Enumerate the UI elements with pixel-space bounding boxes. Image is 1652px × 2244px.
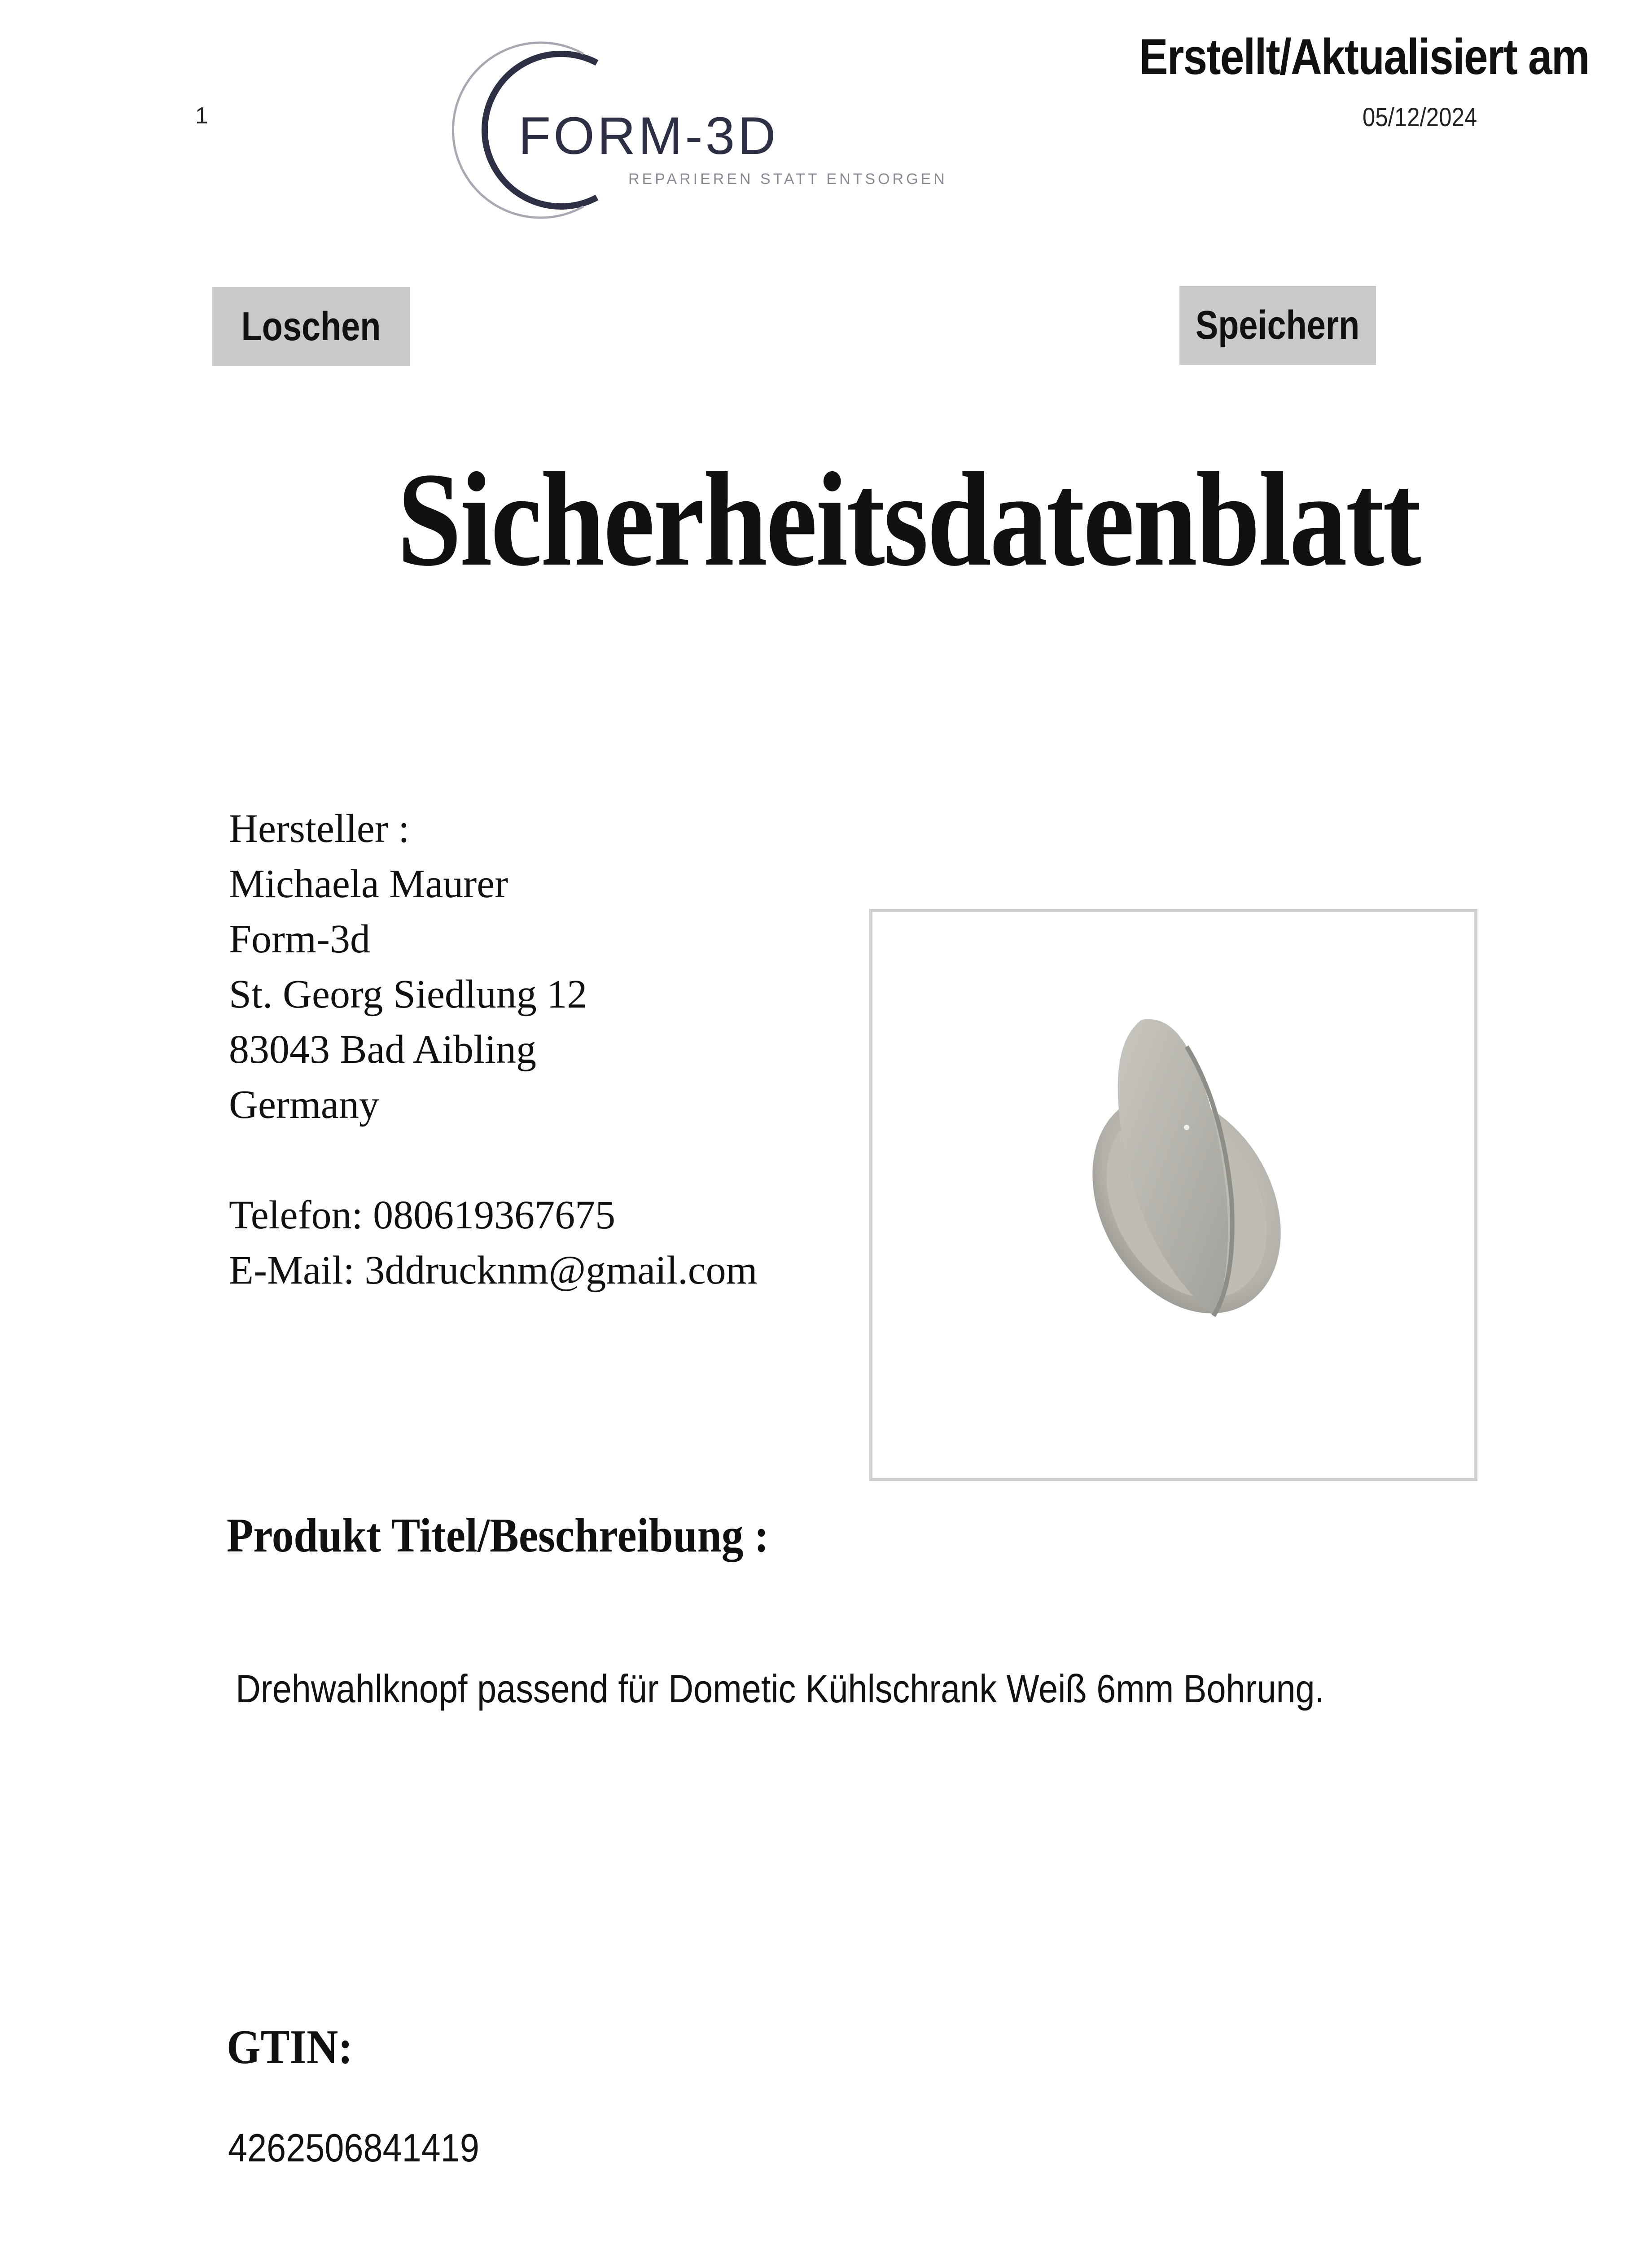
manufacturer-email: E-Mail: 3ddrucknm@gmail.com	[229, 1248, 758, 1293]
page-number-top: 1	[195, 103, 208, 129]
created-date: 05/12/2024	[1362, 103, 1477, 132]
product-title-heading: Produkt Titel/Beschreibung :	[227, 1509, 769, 1562]
gtin-value: 4262506841419	[228, 2126, 479, 2170]
logo-tagline: REPARIEREN STATT ENTSORGEN	[628, 171, 947, 188]
manufacturer-company: Form-3d	[229, 917, 370, 961]
gtin-heading: GTIN:	[227, 2020, 353, 2074]
product-description: Drehwahlknopf passend für Dometic Kühlschrank Weiß 6mm Bohrung.	[236, 1666, 1325, 1711]
form3d-logo	[417, 36, 956, 224]
manufacturer-street: St. Georg Siedlung 12	[229, 972, 587, 1017]
delete-button[interactable]: Loschen	[212, 287, 410, 366]
save-button[interactable]: Speichern	[1179, 286, 1376, 365]
logo-brand: FORM-3D	[518, 106, 779, 166]
rotary-knob-icon	[872, 912, 1474, 1478]
manufacturer-block	[229, 801, 758, 1298]
manufacturer-city: 83043 Bad Aibling	[229, 1027, 537, 1072]
document-title: Sicherheitsdatenblatt	[397, 445, 1420, 594]
manufacturer-country: Germany	[229, 1083, 379, 1127]
product-image	[869, 909, 1477, 1481]
manufacturer-name: Michaela Maurer	[229, 862, 508, 906]
created-label: Erstellt/Aktualisiert am	[1139, 29, 1589, 85]
manufacturer-heading: Hersteller :	[229, 806, 410, 851]
manufacturer-phone: Telefon: 080619367675	[229, 1193, 616, 1237]
